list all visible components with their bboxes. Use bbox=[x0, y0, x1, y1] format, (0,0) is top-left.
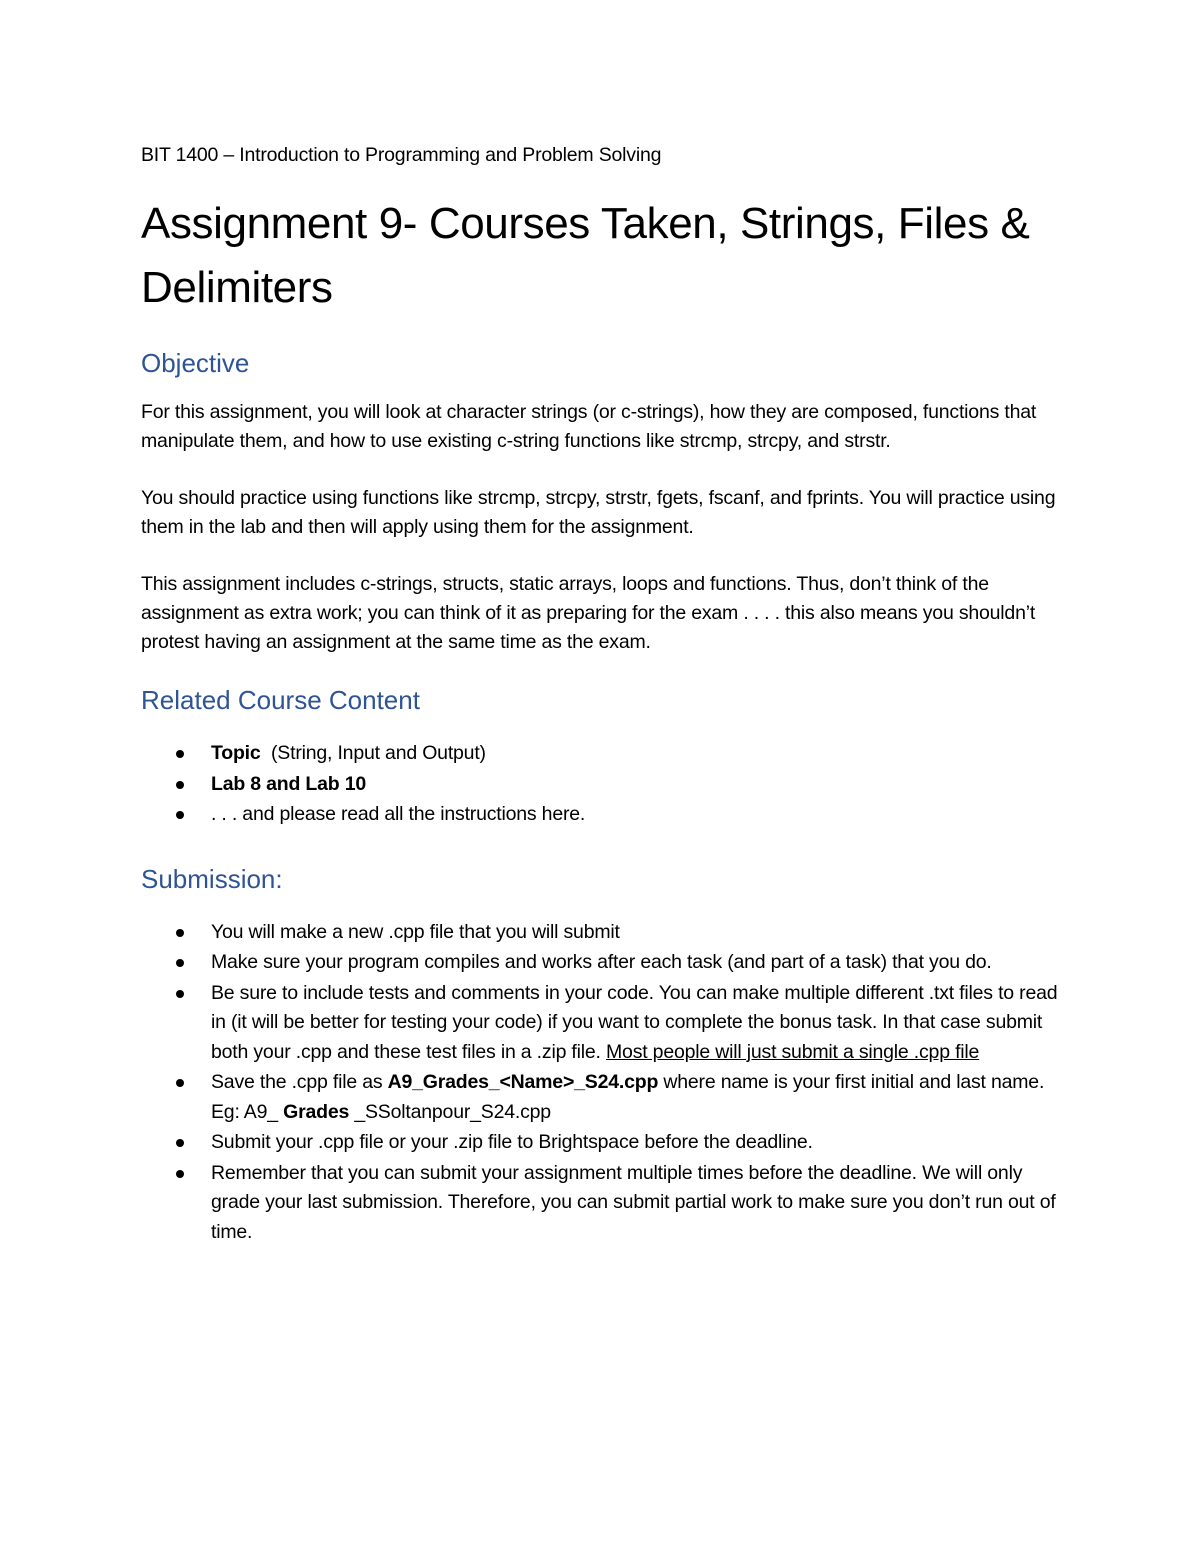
related-content-list bbox=[141, 739, 1066, 830]
related-item-text: . . . and please read all the instructions here. bbox=[211, 803, 586, 825]
bullet-icon bbox=[176, 1170, 184, 1178]
course-line: BIT 1400 – Introduction to Programming and Problem Solving bbox=[141, 144, 662, 166]
submission-item-text: Remember that you can submit your assignment multiple times before the deadline. We will only grade your last submission. Therefore, you can submit partial work to make sure you don’t run out of time. bbox=[211, 1161, 1056, 1243]
objective-paragraph-2: You should practice using functions like strcmp, strcpy, strstr, fgets, fscanf, and fprints. You will practice using them in the lab and then will apply using them for the assignment. bbox=[141, 487, 1056, 538]
objective-paragraph-1: For this assignment, you will look at character strings (or c-strings), how they are composed, functions that manipulate them, and how to use existing c-string functions like strcmp, strcpy, and strstr. bbox=[141, 401, 1037, 452]
list-item bbox=[141, 800, 1066, 830]
bullet-icon bbox=[176, 1139, 184, 1147]
submission-item-text: Be sure to include tests and comments in your code. You can make multiple different .txt files to read in (it will be better for testing your code) if you want to complete the bonus task. In that case submit both your .cpp and these test files in a .zip file. bbox=[211, 981, 1058, 1063]
bullet-icon bbox=[176, 990, 184, 998]
filename-example-bold: Grades bbox=[283, 1100, 350, 1123]
submission-item-text: Save the .cpp file as bbox=[211, 1071, 388, 1093]
objective-paragraph-3: This assignment includes c-strings, structs, static arrays, loops and functions. Thus, don’t think of the assignment as extra work; you can think of it as preparing for the exam . . . . this also means you shouldn’t protest having an assignment at the same time as the exam. bbox=[141, 573, 1036, 653]
related-content-heading: Related Course Content bbox=[141, 685, 420, 715]
document-page bbox=[141, 140, 1066, 1279]
assignment-title: Assignment 9- Courses Taken, Strings, Files & Delimiters bbox=[141, 199, 1030, 312]
list-item bbox=[141, 1159, 1066, 1248]
underlined-note: Most people will just submit a single .cpp file bbox=[606, 1040, 980, 1063]
submission-item-text: where name is your first initial and last name. Eg: A9_ bbox=[211, 1071, 1050, 1123]
bullet-icon bbox=[176, 750, 184, 758]
submission-item-text: Make sure your program compiles and works after each task (and part of a task) that you do. bbox=[211, 951, 992, 973]
submission-list bbox=[141, 918, 1066, 1248]
list-item bbox=[141, 979, 1066, 1068]
related-item-text: (String, Input and Output) bbox=[260, 742, 486, 764]
list-item bbox=[141, 770, 1066, 800]
submission-item-text: _SSoltanpour_S24.cpp bbox=[349, 1100, 551, 1123]
bullet-icon bbox=[176, 781, 184, 789]
list-item bbox=[141, 739, 1066, 769]
objective-heading: Objective bbox=[141, 348, 250, 378]
submission-heading: Submission: bbox=[141, 863, 283, 894]
bullet-icon bbox=[176, 959, 184, 967]
related-item-bold: Lab 8 and Lab 10 bbox=[211, 772, 367, 795]
list-item bbox=[141, 1128, 1066, 1158]
list-item bbox=[141, 948, 1066, 978]
filename-bold: A9_Grades_<Name>_S24.cpp bbox=[387, 1071, 659, 1093]
related-item-bold: Topic bbox=[211, 742, 261, 764]
submission-item-text: You will make a new .cpp file that you will submit bbox=[211, 920, 620, 943]
bullet-icon bbox=[176, 811, 184, 819]
list-item bbox=[141, 918, 1066, 948]
list-item bbox=[141, 1068, 1066, 1127]
submission-item-text: Submit your .cpp file or your .zip file to Brightspace before the deadline. bbox=[211, 1131, 813, 1153]
bullet-icon bbox=[176, 929, 184, 937]
bullet-icon bbox=[176, 1079, 184, 1087]
